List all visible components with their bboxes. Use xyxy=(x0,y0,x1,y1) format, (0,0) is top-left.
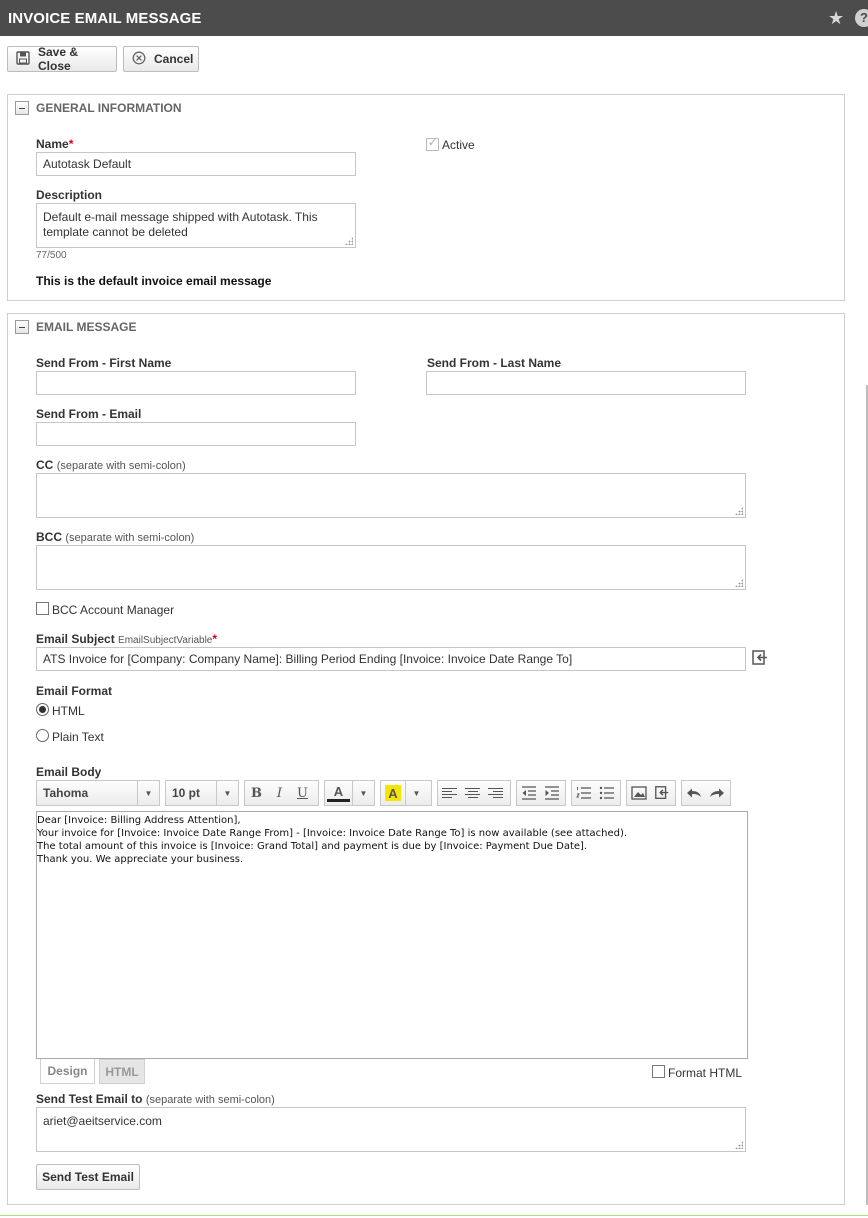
body-line: The total amount of this invoice is [Invoice: Grand Total] and payment is due by [Invoice: Payment Due Date]. xyxy=(37,841,588,852)
highlight-icon[interactable]: A xyxy=(385,785,401,801)
body-line: Dear [Invoice: Billing Address Attention], xyxy=(37,815,241,826)
bcc-account-manager-label: BCC Account Manager xyxy=(52,603,175,617)
format-plain-text-label: Plain Text xyxy=(52,730,104,744)
resize-grip-icon[interactable] xyxy=(735,507,743,515)
title-bar xyxy=(0,0,868,36)
redo-icon[interactable] xyxy=(705,781,728,805)
align-right-icon[interactable] xyxy=(484,781,507,805)
star-icon[interactable]: ★ xyxy=(828,8,845,28)
history-group xyxy=(681,780,731,806)
chevron-down-icon[interactable]: ▼ xyxy=(405,781,427,805)
font-size-select[interactable] xyxy=(165,780,239,806)
bcc-label: BCC (separate with semi-colon) xyxy=(36,530,195,544)
cc-label: CC (separate with semi-colon) xyxy=(36,458,186,472)
indent-group xyxy=(516,780,566,806)
general-information-title: GENERAL INFORMATION xyxy=(36,101,182,115)
cancel-icon xyxy=(132,51,146,68)
format-plain-text-radio[interactable] xyxy=(36,729,49,742)
cancel-button[interactable] xyxy=(123,46,199,72)
tab-html[interactable]: HTML xyxy=(99,1059,145,1084)
send-from-first-label: Send From - First Name xyxy=(36,356,172,370)
email-message-title: EMAIL MESSAGE xyxy=(36,320,137,334)
indent-icon[interactable] xyxy=(540,781,563,805)
bcc-textarea[interactable] xyxy=(36,545,746,590)
bottom-divider xyxy=(0,1215,868,1216)
name-input[interactable]: Autotask Default xyxy=(36,152,356,176)
font-color-group xyxy=(324,780,375,806)
align-left-icon[interactable] xyxy=(438,781,461,805)
page-title: INVOICE EMAIL MESSAGE xyxy=(8,10,202,27)
collapse-icon[interactable] xyxy=(15,101,29,115)
highlight-color-group xyxy=(380,780,432,806)
description-text: Default e-mail message shipped with Autotask. This template cannot be deleted xyxy=(43,210,318,239)
resize-grip-icon[interactable] xyxy=(345,237,353,245)
bold-icon[interactable]: B xyxy=(251,785,262,801)
format-html-checkbox[interactable] xyxy=(652,1065,665,1078)
cc-textarea[interactable] xyxy=(36,473,746,518)
text-style-group xyxy=(244,780,319,806)
insert-group xyxy=(626,780,676,806)
description-label: Description xyxy=(36,188,103,202)
collapse-icon[interactable] xyxy=(15,320,29,334)
default-note: This is the default invoice email message xyxy=(36,274,272,288)
send-test-email-label: Send Test Email to (separate with semi-colon) xyxy=(36,1092,275,1106)
cancel-label: Cancel xyxy=(154,52,194,66)
save-close-button[interactable] xyxy=(7,46,117,72)
email-body-editor[interactable] xyxy=(36,811,748,1059)
alignment-group xyxy=(437,780,511,806)
email-subject-input[interactable]: ATS Invoice for [Company: Company Name]: Billing Period Ending [Invoice: Invoice Date Range To] xyxy=(36,647,746,671)
active-checkbox[interactable] xyxy=(426,138,439,151)
send-from-last-label: Send From - Last Name xyxy=(427,356,562,370)
italic-icon[interactable]: I xyxy=(276,785,283,801)
email-subject-label: Email Subject EmailSubjectVariable* xyxy=(36,632,218,646)
list-group xyxy=(571,780,621,806)
general-information-section xyxy=(7,94,845,301)
chevron-down-icon[interactable]: ▼ xyxy=(216,781,238,805)
numbered-list-icon[interactable] xyxy=(572,781,595,805)
email-body-label: Email Body xyxy=(36,765,102,779)
save-icon xyxy=(16,51,30,68)
body-line: Your invoice for [Invoice: Invoice Date Range From] - [Invoice: Invoice Date Range To] is now available (see attached). xyxy=(37,828,628,839)
format-html-radio[interactable] xyxy=(36,703,49,716)
bullet-list-icon[interactable] xyxy=(595,781,618,805)
send-test-email-value: ariet@aeitservice.com xyxy=(43,1114,162,1128)
outdent-icon[interactable] xyxy=(517,781,540,805)
align-center-icon[interactable] xyxy=(461,781,484,805)
resize-grip-icon[interactable] xyxy=(735,1141,743,1149)
chevron-down-icon[interactable]: ▼ xyxy=(352,781,374,805)
general-information-header[interactable] xyxy=(15,101,182,115)
email-message-header[interactable] xyxy=(15,320,136,334)
font-family-select[interactable] xyxy=(36,780,160,806)
undo-icon[interactable] xyxy=(682,781,705,805)
send-from-first-input[interactable] xyxy=(36,371,356,395)
insert-variable-icon[interactable] xyxy=(751,649,769,670)
font-color-icon[interactable]: A xyxy=(327,784,350,802)
body-line: Thank you. We appreciate your business. xyxy=(37,854,244,865)
chevron-down-icon[interactable]: ▼ xyxy=(137,781,159,805)
font-family-value: Tahoma xyxy=(43,786,89,800)
tab-design[interactable]: Design xyxy=(40,1059,95,1084)
format-html-label: HTML xyxy=(52,704,85,718)
email-format-label: Email Format xyxy=(36,684,113,698)
send-test-email-button[interactable]: Send Test Email xyxy=(36,1164,140,1190)
char-counter: 77/500 xyxy=(36,250,67,261)
format-html-label: Format HTML xyxy=(668,1066,743,1080)
help-icon[interactable]: ? xyxy=(855,9,868,27)
description-textarea[interactable] xyxy=(36,203,356,248)
active-label: Active xyxy=(442,138,475,152)
save-close-label: Save & Close xyxy=(38,45,79,73)
name-label: Name* xyxy=(36,137,74,151)
send-from-email-label: Send From - Email xyxy=(36,407,142,421)
resize-grip-icon[interactable] xyxy=(735,579,743,587)
bcc-account-manager-checkbox[interactable] xyxy=(36,602,49,615)
font-size-value: 10 pt xyxy=(172,786,201,800)
insert-image-icon[interactable] xyxy=(627,781,650,805)
send-from-email-input[interactable] xyxy=(36,422,356,446)
send-test-email-textarea[interactable] xyxy=(36,1107,746,1152)
send-from-last-input[interactable] xyxy=(426,371,746,395)
underline-icon[interactable]: U xyxy=(297,785,308,801)
insert-variable-icon[interactable] xyxy=(650,781,673,805)
